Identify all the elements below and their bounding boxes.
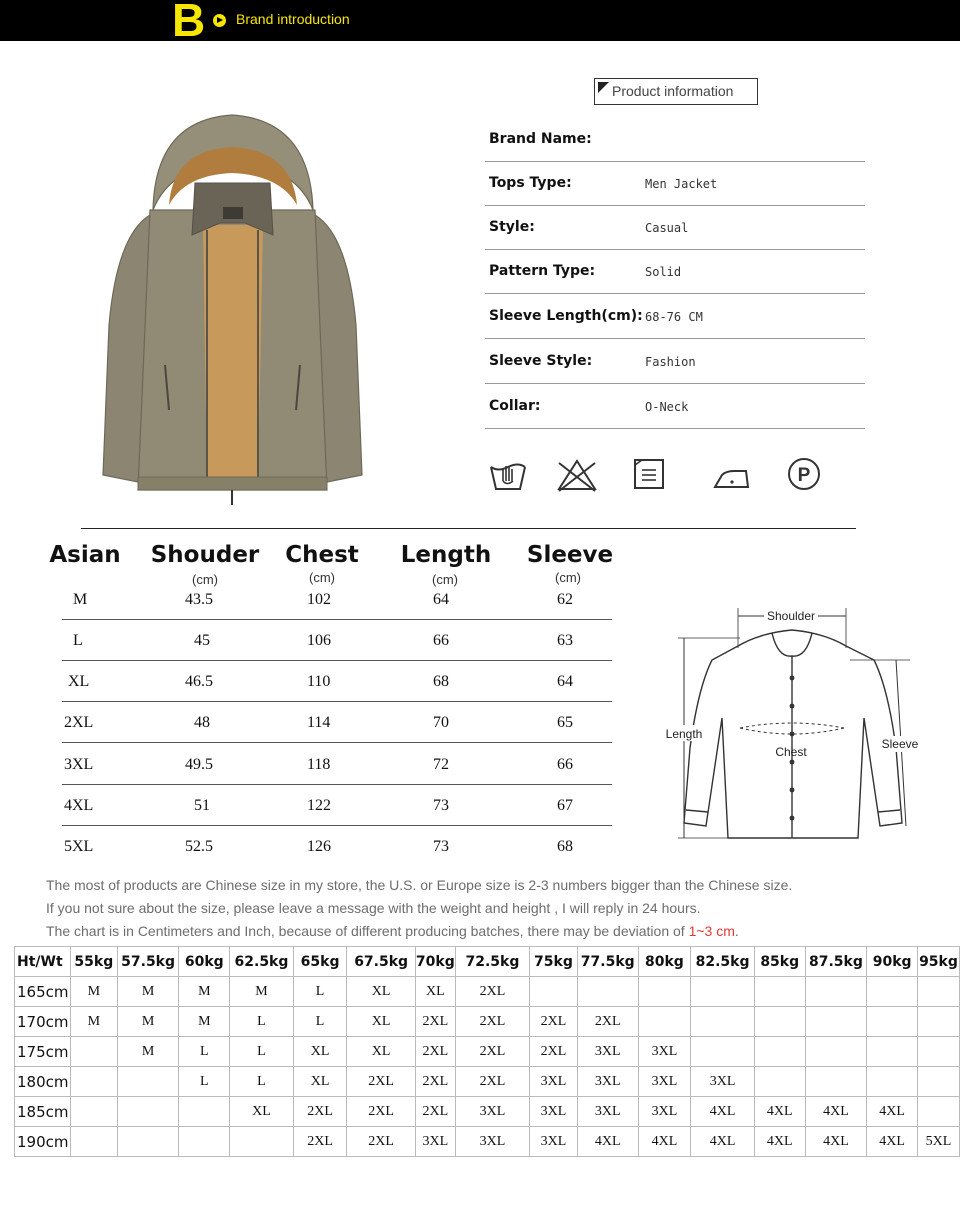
table-row: 185cm XL 2XL 2XL 2XL 3XL 3XL 3XL 3XL 4XL 4XL 4XL 4XL <box>15 1097 960 1127</box>
diagram-length-label: Length <box>665 727 703 741</box>
spec-pattern-type: Pattern Type: Solid <box>485 250 865 294</box>
product-information-title: Product information <box>594 78 758 105</box>
table-row: 180cm L L XL 2XL 2XL 2XL 3XL 3XL 3XL 3XL <box>15 1067 960 1097</box>
height-weight-table <box>14 946 960 1157</box>
table-row: 190cm 2XL 2XL 3XL 3XL 3XL 4XL 4XL 4XL 4XL 4XL 4XL 5XL <box>15 1127 960 1157</box>
unit-label: (cm) <box>192 572 218 587</box>
section-divider <box>81 528 856 529</box>
size-header-shoulder: Shouder <box>150 542 260 568</box>
dry-clean-icon <box>786 455 822 495</box>
header-letter: B <box>172 0 206 46</box>
unit-label: (cm) <box>432 572 458 587</box>
spec-collar: Collar: O-Neck <box>485 385 865 429</box>
jacket-image <box>95 105 370 515</box>
size-row: 3XL 49.5 118 72 66 <box>62 744 612 785</box>
spec-tops-type: Tops Type: Men Jacket <box>485 162 865 206</box>
size-header-sleeve: Sleeve <box>526 542 614 568</box>
size-header-asian: Asian <box>49 542 121 568</box>
header-bar <box>0 0 960 46</box>
svg-text:P: P <box>797 465 811 486</box>
table-row: 165cm M M M M L XL XL 2XL <box>15 977 960 1007</box>
hand-wash-icon <box>488 455 528 495</box>
deviation-highlight: 1~3 cm <box>688 923 735 939</box>
table-row: 175cm M L L XL XL 2XL 2XL 2XL 3XL 3XL <box>15 1037 960 1067</box>
spec-sleeve-length: Sleeve Length(cm): 68-76 CM <box>485 295 865 339</box>
note-line-3: The chart is in Centimeters and Inch, because of different producing batches, there may be deviation of 1~3 cm. <box>46 923 739 939</box>
header-title: Brand introduction <box>236 11 350 27</box>
iron-icon <box>710 455 754 495</box>
size-row: L 45 106 66 63 <box>62 620 612 661</box>
size-header-length: Length <box>400 542 492 568</box>
diagram-sleeve-label: Sleeve <box>881 737 919 751</box>
spec-brand-name: Brand Name: <box>485 118 865 162</box>
corner-triangle-icon <box>598 82 609 93</box>
tumble-dry-icon <box>632 455 666 495</box>
diagram-shoulder-label: Shoulder <box>766 609 816 623</box>
unit-label: (cm) <box>309 570 335 585</box>
table-row: 170cm M M M L L XL 2XL 2XL 2XL 2XL <box>15 1007 960 1037</box>
spec-sleeve-style: Sleeve Style: Fashion <box>485 340 865 384</box>
size-row: 4XL 51 122 73 67 <box>62 785 612 826</box>
size-row: XL 46.5 110 68 64 <box>62 661 612 702</box>
table-header-row: Ht/Wt 55kg 57.5kg 60kg 62.5kg 65kg 67.5kg 70kg 72.5kg 75kg 77.5kg 80kg 82.5kg 85kg 87.5kg 90kg 95kg <box>15 947 960 977</box>
size-row: M 43.5 102 64 62 <box>62 579 612 620</box>
measurement-diagram <box>660 598 925 848</box>
note-line-1: The most of products are Chinese size in my store, the U.S. or Europe size is 2-3 numbers bigger than the Chinese size. <box>46 877 793 893</box>
spec-style: Style: Casual <box>485 206 865 250</box>
play-icon <box>213 14 226 27</box>
diagram-chest-label: Chest <box>775 745 807 759</box>
unit-label: (cm) <box>555 570 581 585</box>
size-row: 2XL 48 114 70 65 <box>62 702 612 743</box>
note-line-2: If you not sure about the size, please leave a message with the weight and height , I will reply in 24 hours. <box>46 900 701 916</box>
size-header-chest: Chest <box>285 542 359 568</box>
size-row: 5XL 52.5 126 73 68 <box>64 838 573 855</box>
no-bleach-icon <box>555 455 599 495</box>
